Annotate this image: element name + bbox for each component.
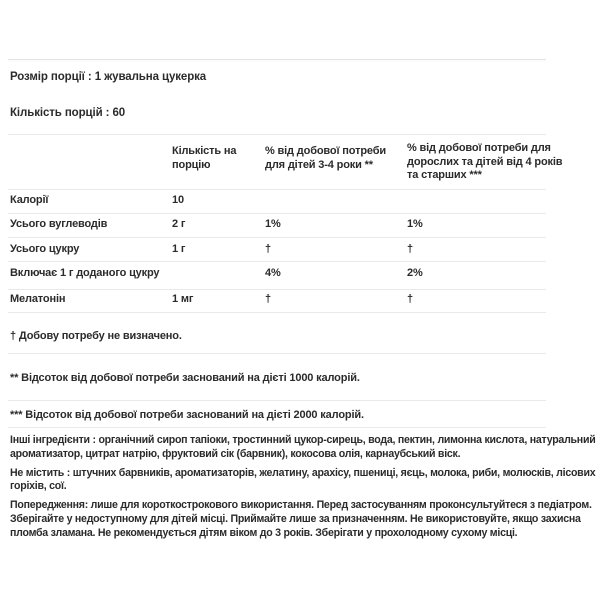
footnote-daily-value-not-established: † Добову потребу не визначено. xyxy=(10,330,182,342)
servings-per-container-text: Кількість порцій : 60 xyxy=(10,107,126,119)
dv-children: † xyxy=(265,243,271,255)
column-header-dv-adults: % від добової потреби для дорослих та дітей від 4 років та старших *** xyxy=(407,142,563,181)
serving-size-text: Розмір порції : 1 жувальна цукерка xyxy=(10,71,207,83)
nutrient-amount: 2 г xyxy=(172,218,186,230)
warning-paragraph: Попередження: лише для короткострокового використання. Перед застосуванням проконсультуйтеся з педіатром. Зберігайте у недоступному для дітей місці. Приймайте лише за призначенням. Не використовуйте, якщо захисна пломба зламана. Не рекомендується дітям віком до 3 років. Зберігати у прохолодному сухому місці. xyxy=(10,499,592,539)
divider xyxy=(8,59,546,60)
nutrient-name: Калорії xyxy=(10,194,49,206)
column-header-dv-children: % від добової потреби для дітей 3-4 роки ** xyxy=(265,145,386,171)
divider xyxy=(8,400,546,401)
divider xyxy=(8,213,546,214)
dv-adults: † xyxy=(407,293,413,305)
label-paragraphs xyxy=(10,434,596,546)
nutrient-amount: 1 мг xyxy=(172,293,194,305)
dv-children: † xyxy=(265,293,271,305)
other-ingredients-paragraph: Інші інгредієнти : органічний сироп тапіоки, тростинний цукор-сирець, вода, пектин, лимонна кислота, натуральний ароматизатор, цитрат натрію, фруктовий сік (барвник), кокосова олія, карнаубський віск. xyxy=(10,434,596,460)
does-not-contain-paragraph: Не містить : штучних барвників, ароматизаторів, желатину, арахісу, пшениці, яєць, молока, риби, молюсків, лісових горіхів, сої. xyxy=(10,466,596,493)
dv-adults: 1% xyxy=(407,218,423,230)
divider xyxy=(8,134,546,135)
divider xyxy=(8,261,546,262)
nutrient-name: Усього вуглеводів xyxy=(10,218,108,230)
nutrient-amount: 10 xyxy=(172,194,184,206)
nutrient-name: Усього цукру xyxy=(10,243,80,255)
dv-adults: 2% xyxy=(407,267,423,279)
nutrient-name: Мелатонін xyxy=(10,293,66,305)
nutrient-name: Включає 1 г доданого цукру xyxy=(10,267,160,279)
divider xyxy=(8,353,546,354)
divider xyxy=(8,189,546,190)
column-header-amount: Кількість на порцію xyxy=(172,145,237,171)
divider xyxy=(8,312,546,313)
footnote-1000-calorie-diet: ** Відсоток від добової потреби заснований на дієті 1000 калорій. xyxy=(10,372,360,384)
divider xyxy=(8,237,546,238)
divider xyxy=(8,289,546,290)
nutrient-amount: 1 г xyxy=(172,243,186,255)
dv-children: 4% xyxy=(265,267,281,279)
divider xyxy=(8,427,546,428)
dv-adults: † xyxy=(407,243,413,255)
footnote-2000-calorie-diet: *** Відсоток від добової потреби заснований на дієті 2000 калорій. xyxy=(10,409,364,421)
dv-children: 1% xyxy=(265,218,281,230)
